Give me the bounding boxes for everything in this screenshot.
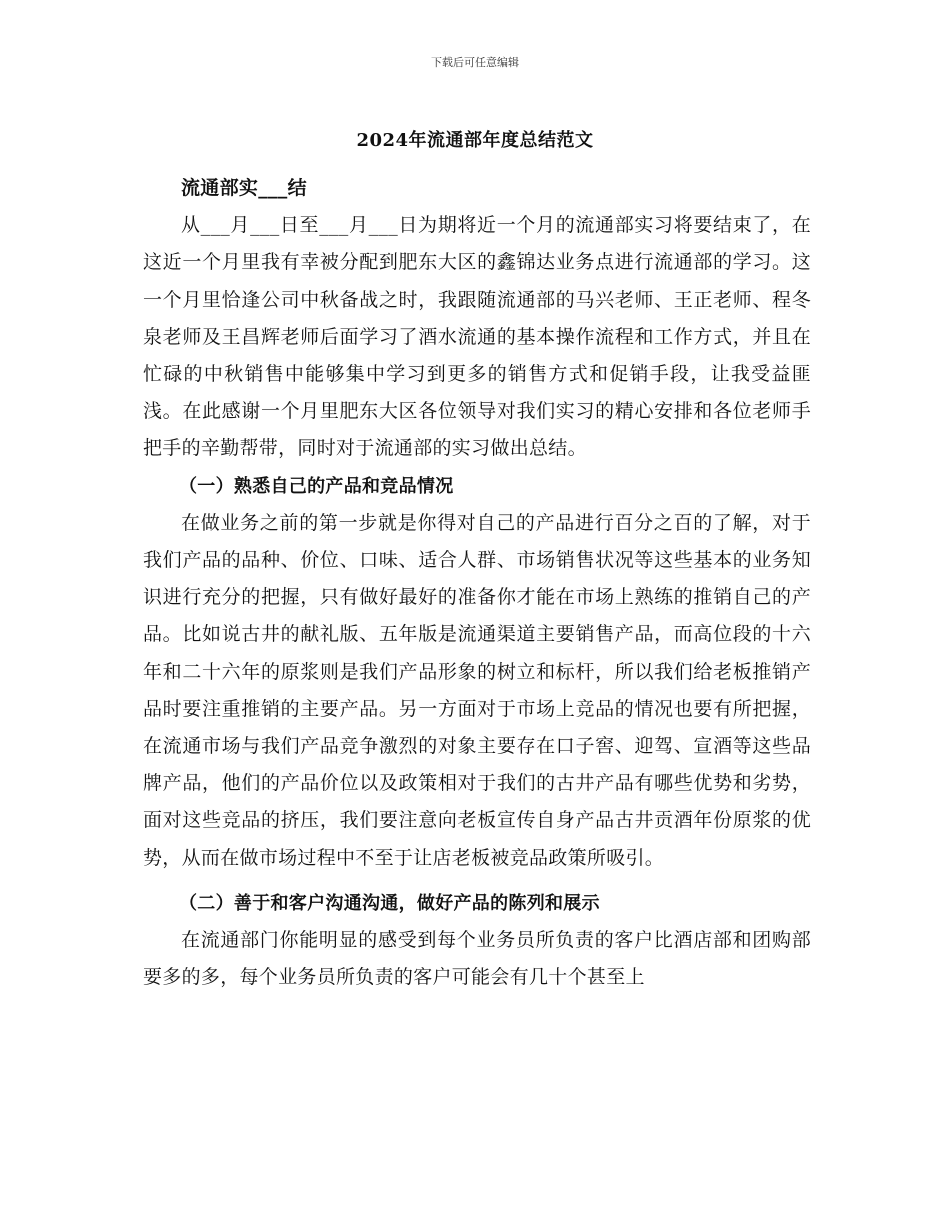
page-header-note: 下载后可任意编辑 [431, 56, 519, 69]
intro-paragraph: 从___月___日至___月___日为期将近一个月的流通部实习将要结束了，在这近一个月里我有幸被分配到肥东大区的鑫锦达业务点进行流通部的学习。这一个月里恰逢公司中秋备战之时，我跟随流通部的马兴老师、王正老师、程冬泉老师及王昌辉老师后面学习了酒水流通的基本操作流程和工作方式，并且在忙碌的中秋销售中能够集中学习到更多的销售方式和促销手段，让我受益匪浅。在此感谢一个月里肥东大区各位领导对我们实习的精心安排和各位老师手把手的辛勤帮带，同时对于流通部的实习做出总结。 [143, 214, 811, 460]
section-1-heading: （一）熟悉自己的产品和竞品情况 [179, 475, 454, 497]
section-2-heading: （二）善于和客户沟通沟通，做好产品的陈列和展示 [179, 892, 600, 914]
section-2-paragraph: 在流通部门你能明显的感受到每个业务员所负责的客户比酒店部和团购部要多的多，每个业务员所负责的客户可能会有几十个甚至上 [143, 929, 811, 989]
section-1-paragraph: 在做业务之前的第一步就是你得对自己的产品进行百分之百的了解，对于我们产品的品种、价位、口味、适合人群、市场销售状况等这些基本的业务知识进行充分的把握，只有做好最好的准备你才能在市场上熟练的推销自己的产品。比如说古井的献礼版、五年版是流通渠道主要销售产品，而高位段的十六年和二十六年的原浆则是我们产品形象的树立和标杆，所以我们给老板推销产品时要注重推销的主要产品。另一方面对于市场上竞品的情况也要有所把握，在流通市场与我们产品竞争激烈的对象主要存在口子窖、迎驾、宣酒等这些品牌产品，他们的产品价位以及政策相对于我们的古井产品有哪些优势和劣势，面对这些竞品的挤压，我们要注意向老板宣传自身产品古井贡酒年份原浆的优势，从而在做市场过程中不至于让店老板被竞品政策所吸引。 [143, 511, 811, 869]
document-body [143, 170, 811, 996]
document-subtitle: 流通部实___结 [181, 177, 307, 199]
document-title: 2024年流通部年度总结范文 [356, 130, 594, 151]
